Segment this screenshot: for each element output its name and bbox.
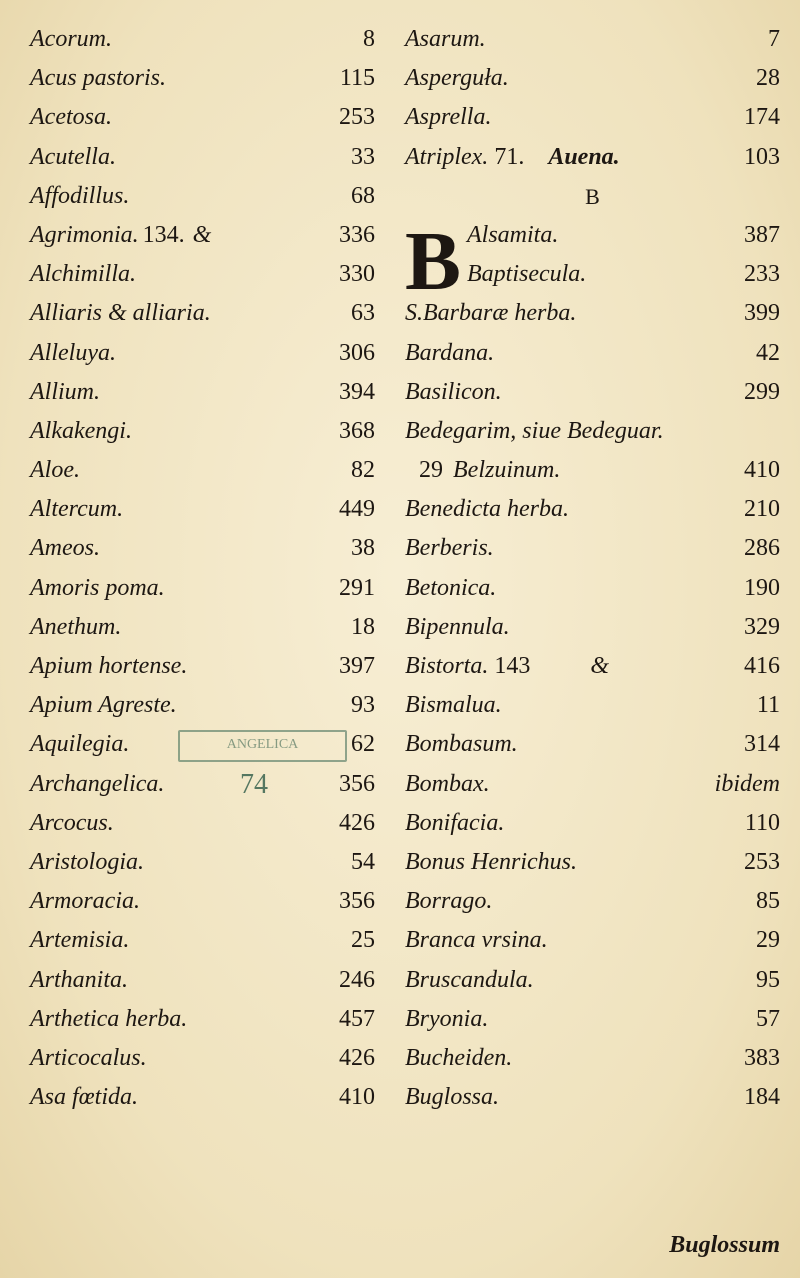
- entry-term-text: Bardana.: [405, 339, 495, 366]
- entry-term: [405, 882, 492, 921]
- index-entry: [30, 1000, 375, 1039]
- entry-term-text: Bonifacia.: [405, 809, 505, 836]
- index-entry: [405, 98, 780, 137]
- entry-term: [405, 921, 548, 960]
- index-entry: [405, 961, 780, 1000]
- entry-term-text: Branca vrsina.: [405, 927, 548, 954]
- entry-page: 306: [339, 339, 375, 366]
- entry-term: [30, 529, 100, 568]
- entry-term-text: Affodillus.: [30, 182, 130, 209]
- entry-page: 62: [351, 731, 375, 758]
- entry-term: [30, 569, 165, 608]
- index-entry: [405, 490, 780, 529]
- entry-term: [405, 138, 620, 177]
- entry-term: [30, 98, 112, 137]
- entry-term-text: Atriplex.: [405, 143, 489, 170]
- entry-term: [405, 294, 576, 333]
- entry-term-text: Bucheiden.: [405, 1044, 513, 1071]
- index-entry: [405, 412, 780, 451]
- entry-term-second: Auena.: [548, 143, 620, 170]
- entry-term: [30, 334, 116, 373]
- entry-term: [405, 647, 609, 686]
- entry-term-text: Aquilegia.: [30, 731, 130, 758]
- index-entry: [405, 843, 780, 882]
- index-entry: [30, 569, 375, 608]
- entry-page: 356: [339, 770, 375, 797]
- entry-term-text: Alchimilla.: [30, 261, 136, 288]
- entry-page: 7: [768, 26, 780, 52]
- index-entry: [405, 686, 780, 725]
- entry-page: 38: [351, 535, 375, 562]
- entry-term: [405, 686, 502, 725]
- entry-page: 246: [339, 966, 375, 993]
- entry-term: [30, 255, 136, 294]
- entry-term: [405, 961, 534, 1000]
- index-entry: [30, 20, 375, 59]
- index-entry: [30, 647, 375, 686]
- entry-term-text: Archangelica.: [30, 770, 165, 797]
- entry-page: 85: [756, 888, 780, 915]
- index-entry: [30, 529, 375, 568]
- entry-term: [405, 843, 577, 882]
- entry-term: [405, 98, 491, 137]
- entry-term-text: Acus pastoris.: [30, 65, 167, 92]
- entry-term-text: Bistorta.: [405, 653, 489, 679]
- index-entry: [30, 294, 375, 333]
- index-entry: [405, 529, 780, 568]
- entry-term-text: Alliaris & alliaria.: [30, 300, 211, 327]
- entry-page: 57: [756, 1005, 780, 1032]
- entry-ampersand: &: [590, 653, 610, 679]
- index-entry: [30, 961, 375, 1000]
- entry-page: 356: [339, 888, 375, 915]
- entry-term-text: Asprella.: [405, 104, 492, 131]
- entry-page: 33: [351, 143, 375, 170]
- entry-term: [30, 921, 129, 960]
- index-entry: [405, 1039, 780, 1078]
- index-entry: [405, 138, 780, 177]
- entry-term: [30, 804, 114, 843]
- entry-term-text: Ameos.: [30, 535, 100, 562]
- entry-page: 233: [744, 261, 780, 288]
- index-entry: [30, 843, 375, 882]
- entry-term-text: Aloe.: [30, 457, 80, 484]
- entry-term: [405, 569, 496, 608]
- entry-term-text: Armoracia.: [30, 888, 140, 915]
- entry-term: [467, 255, 586, 294]
- entry-page: 399: [744, 300, 780, 327]
- entry-page: 63: [351, 300, 375, 327]
- index-entry: [405, 1078, 780, 1117]
- entry-page: 410: [744, 457, 780, 484]
- index-entry: [405, 765, 780, 804]
- entry-term-text: Baptisecula.: [467, 261, 587, 288]
- entry-page: 291: [339, 574, 375, 601]
- entry-term: [405, 59, 509, 98]
- entry-term-text: Borrago.: [405, 888, 493, 915]
- entry-page: 449: [339, 496, 375, 523]
- entry-page: 210: [744, 496, 780, 523]
- index-entry: [30, 373, 375, 412]
- entry-term-text: Alsamita.: [467, 221, 559, 248]
- entry-term: [30, 216, 211, 255]
- entry-term-text: Asarum.: [405, 26, 486, 52]
- index-entry: [405, 451, 780, 490]
- entry-term-text: Apium Agreste.: [30, 692, 177, 719]
- entry-page: 397: [339, 653, 375, 679]
- entry-term: [30, 20, 112, 59]
- section-header: B: [585, 183, 600, 209]
- entry-term: [405, 725, 518, 764]
- entry-term-text: Bedegarim, siue Bedeguar.: [405, 417, 664, 444]
- index-entry: [30, 1039, 375, 1078]
- index-entry: [405, 647, 780, 686]
- entry-term: [467, 216, 558, 255]
- entry-term-text: Articocalus.: [30, 1044, 147, 1071]
- entry-term: [30, 138, 116, 177]
- entry-page: 103: [744, 143, 780, 170]
- index-entry: [30, 608, 375, 647]
- entry-term: [405, 1039, 512, 1078]
- handwritten-note: ANGELICA: [178, 730, 347, 762]
- entry-page: 394: [339, 378, 375, 405]
- index-entry: [30, 686, 375, 725]
- entry-term: [30, 59, 166, 98]
- index-entry: [30, 804, 375, 843]
- entry-page: 387: [744, 221, 780, 248]
- entry-term-text: Arthanita.: [30, 966, 129, 993]
- index-entry: [405, 20, 780, 59]
- entry-term: [405, 490, 569, 529]
- entry-ampersand: &: [192, 221, 212, 248]
- entry-term: [30, 177, 129, 216]
- entry-page: 82: [351, 457, 375, 484]
- index-entry: [30, 451, 375, 490]
- entry-term: [30, 608, 121, 647]
- entry-page: 29: [756, 927, 780, 954]
- entry-page: 253: [744, 848, 780, 875]
- entry-page: 110: [744, 809, 780, 836]
- index-entry: [30, 138, 375, 177]
- entry-term: [30, 451, 80, 490]
- entry-term-text: Buglossa.: [405, 1084, 500, 1111]
- entry-page: 286: [744, 535, 780, 562]
- entry-term-text: Benedicta herba.: [405, 496, 569, 523]
- entry-page: 95: [756, 966, 780, 993]
- entry-page: 54: [351, 848, 375, 875]
- index-column-left: [30, 20, 375, 1117]
- catchword: Buglossum: [669, 1232, 780, 1258]
- entry-term: [30, 647, 187, 686]
- entry-term-text: Apium hortense.: [30, 653, 188, 679]
- entry-term-text: Arcocus.: [30, 809, 114, 836]
- index-entry: [30, 412, 375, 451]
- index-entry: [30, 725, 375, 764]
- entry-page: 11: [756, 692, 780, 719]
- entry-page: 383: [744, 1044, 780, 1071]
- entry-term-text: Alkakengi.: [30, 417, 132, 444]
- entry-page: 190: [744, 574, 780, 601]
- entry-page: 253: [339, 104, 375, 131]
- index-column-right: [405, 20, 780, 1117]
- index-entry: [405, 608, 780, 647]
- entry-term-text: Amoris poma.: [30, 574, 165, 601]
- entry-term-text: Asa fœtida.: [30, 1084, 139, 1111]
- entry-term-text: Acutella.: [30, 143, 116, 170]
- entry-term-text: Bonus Henrichus.: [405, 848, 577, 875]
- entry-term: [30, 882, 140, 921]
- entry-term-text: Aristologia.: [30, 848, 145, 875]
- entry-term-text: Bruscandula.: [405, 966, 534, 993]
- entry-page: 314: [744, 731, 780, 758]
- entry-term: [30, 725, 129, 764]
- handwritten-number: 74: [240, 768, 268, 800]
- entry-term-text: Bryonia.: [405, 1005, 489, 1032]
- entry-prefix-page: 29: [419, 457, 443, 484]
- index-entry: [405, 921, 780, 960]
- index-entry: [405, 373, 780, 412]
- entry-term: [405, 412, 664, 451]
- index-entry: [405, 804, 780, 843]
- entry-term: [30, 686, 177, 725]
- entry-page: ibidem: [714, 770, 780, 797]
- index-entry: [405, 334, 780, 373]
- entry-term: [405, 334, 494, 373]
- entry-term: [30, 1039, 147, 1078]
- entry-page: 115: [339, 65, 375, 92]
- entry-term: [405, 765, 490, 804]
- entry-page: 416: [744, 653, 780, 679]
- entry-page: 368: [339, 417, 375, 444]
- entry-term-text: Betonica.: [405, 574, 497, 601]
- entry-page: 426: [339, 1044, 375, 1071]
- entry-page: 8: [363, 26, 375, 52]
- entry-term: [30, 294, 211, 333]
- entry-page: 330: [339, 261, 375, 288]
- entry-page: 184: [744, 1084, 780, 1111]
- entry-extra-page: 71.: [494, 143, 525, 170]
- index-entry: [30, 921, 375, 960]
- entry-term-text: Anethum.: [30, 613, 122, 640]
- entry-term: [30, 490, 123, 529]
- index-entry: [30, 882, 375, 921]
- entry-term: [30, 765, 164, 804]
- index-entry: [405, 255, 780, 294]
- entry-page: 28: [756, 65, 780, 92]
- entry-page: 42: [756, 339, 780, 366]
- index-entry: [30, 255, 375, 294]
- entry-term: [405, 1000, 488, 1039]
- entry-term-text: Bipennula.: [405, 613, 510, 640]
- entry-term: [30, 843, 144, 882]
- entry-term: [405, 804, 504, 843]
- index-entry: [405, 59, 780, 98]
- entry-term: [405, 20, 486, 59]
- entry-term: [30, 961, 128, 1000]
- entry-term: [30, 373, 100, 412]
- index-entry: [30, 490, 375, 529]
- entry-term-text: Berberis.: [405, 535, 494, 562]
- entry-term-text: Acetosa.: [30, 104, 112, 131]
- entry-page: 457: [339, 1005, 375, 1032]
- entry-term-text: Altercum.: [30, 496, 124, 523]
- entry-term-text: S.Barbaræ herba.: [405, 300, 577, 327]
- entry-term-text: Agrimonia.: [30, 221, 139, 248]
- entry-page: 18: [351, 613, 375, 640]
- entry-term: [405, 1078, 499, 1117]
- entry-term: [30, 412, 132, 451]
- index-entry: [30, 59, 375, 98]
- entry-page: 299: [744, 378, 780, 405]
- index-entry: [405, 1000, 780, 1039]
- entry-page: 426: [339, 809, 375, 836]
- index-entry: [30, 1078, 375, 1117]
- entry-term: [30, 1000, 187, 1039]
- entry-page: 68: [351, 182, 375, 209]
- entry-extra-page: 134.: [142, 221, 185, 248]
- entry-term-text: Artemisia.: [30, 927, 130, 954]
- entry-term-text: Bismalua.: [405, 692, 502, 719]
- index-entry: [405, 882, 780, 921]
- entry-page: 25: [351, 927, 375, 954]
- index-entry: [30, 765, 375, 804]
- entry-term-text: Bombax.: [405, 770, 490, 797]
- entry-page: 336: [339, 221, 375, 248]
- entry-term-text: Alleluya.: [30, 339, 116, 366]
- entry-term: [30, 1078, 138, 1117]
- entry-term: [405, 529, 494, 568]
- index-entry: [405, 725, 780, 764]
- index-entry: [405, 294, 780, 333]
- index-entry: [30, 334, 375, 373]
- index-entry: [30, 98, 375, 137]
- entry-term-text: Asperguła.: [405, 65, 509, 92]
- entry-page: 410: [339, 1084, 375, 1111]
- index-entry: [405, 569, 780, 608]
- entry-page: 174: [744, 104, 780, 131]
- index-entry: [30, 177, 375, 216]
- entry-term-text: Allium.: [30, 378, 100, 405]
- entry-term-text: Belzuinum.: [453, 457, 561, 484]
- entry-page: 93: [351, 692, 375, 719]
- entry-page: 329: [744, 613, 780, 640]
- entry-extra-page: 143: [494, 653, 531, 679]
- drop-cap: B: [405, 214, 462, 308]
- index-entry: [30, 216, 375, 255]
- entry-term: [405, 373, 502, 412]
- entry-term-text: Basilicon.: [405, 378, 502, 405]
- entry-term: [405, 608, 510, 647]
- entry-term-text: Acorum.: [30, 26, 112, 52]
- entry-term-text: Arthetica herba.: [30, 1005, 188, 1032]
- entry-term: [405, 451, 560, 490]
- entry-term-text: Bombasum.: [405, 731, 518, 758]
